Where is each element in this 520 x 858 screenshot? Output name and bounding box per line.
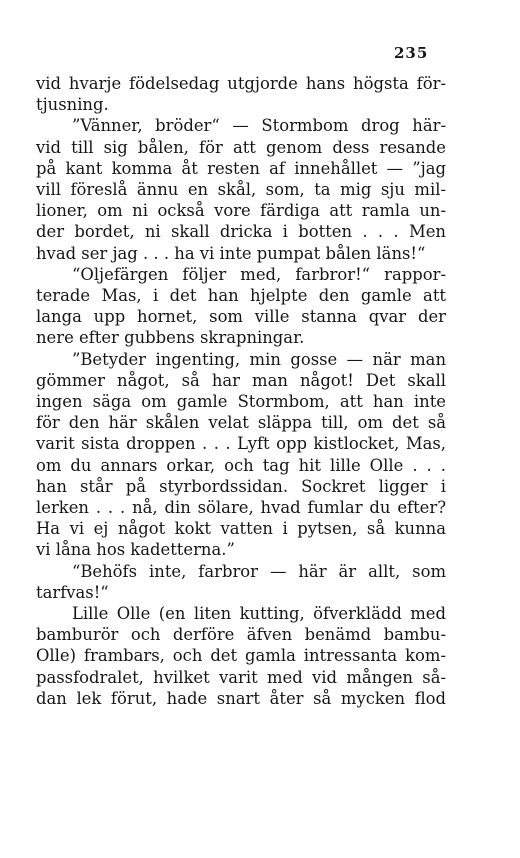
text-line: ingen säga om gamle Stormbom, att han inte bbox=[36, 392, 446, 411]
text-line: nere efter gubbens skrapningar. bbox=[36, 328, 305, 348]
text-line: dan lek förut, hade snart åter så mycken flod bbox=[36, 688, 446, 708]
text-line: han står på styrbordssidan. Sockret ligger i bbox=[36, 476, 446, 496]
text-line: gömmer något, så har man något! Det skall bbox=[36, 370, 446, 390]
text-line: “Behöfs inte, farbror — här är allt, som bbox=[72, 561, 446, 581]
text-line: tarfvas!“ bbox=[36, 582, 109, 602]
text-line: lioner, om ni också vore färdiga att ramla un- bbox=[36, 201, 446, 221]
text-line: hvad ser jag . . . ha vi inte pumpat bålen läns!“ bbox=[36, 243, 426, 263]
text-line: langa upp hornet, som ville stanna qvar der bbox=[36, 307, 446, 327]
text-line: vill föreslå ännu en skål, som, ta mig sju mil- bbox=[36, 180, 446, 199]
text-line: varit sista droppen . . . Lyft opp kistlocket, Mas, bbox=[36, 434, 446, 454]
text-line: vid till sig bålen, för att genom dess resande bbox=[36, 137, 446, 157]
text-line: tjusning. bbox=[36, 95, 109, 115]
text-line: vid hvarje födelsedag utgjorde hans högsta för- bbox=[36, 74, 446, 93]
text-line: ”Betyder ingenting, min gosse — när man bbox=[72, 349, 446, 369]
page-number: 235 bbox=[394, 44, 429, 62]
text-line: passfodralet, hvilket varit med vid mången så- bbox=[36, 667, 446, 687]
text-line: vi låna hos kadetterna.” bbox=[36, 540, 235, 560]
text-line: “Oljefärgen följer med, farbror!“ rappor- bbox=[72, 264, 446, 284]
text-line: der bordet, ni skall dricka i botten . . . Men bbox=[36, 222, 446, 242]
text-line: bamburör och derföre äfven benämd bambu- bbox=[36, 625, 446, 645]
text-line: för den här skålen velat släppa till, om det så bbox=[36, 413, 446, 433]
text-line: lerken . . . nå, din sölare, hvad fumlar du efter? bbox=[36, 498, 446, 517]
text-line: Olle) frambars, och det gamla intressanta kom- bbox=[36, 646, 446, 666]
text-line: om du annars orkar, och tag hit lille Olle . . . bbox=[36, 455, 446, 475]
text-line: Ha vi ej något kokt vatten i pytsen, så kunna bbox=[36, 519, 446, 539]
text-line: ”Vänner, bröder“ — Stormbom drog här- bbox=[72, 116, 446, 136]
text-line: Lille Olle (en liten kutting, öfverklädd med bbox=[72, 604, 446, 623]
text-line: på kant komma åt resten af innehållet — ”jag bbox=[36, 158, 446, 178]
text-line: terade Mas, i det han hjelpte den gamle att bbox=[36, 286, 446, 305]
